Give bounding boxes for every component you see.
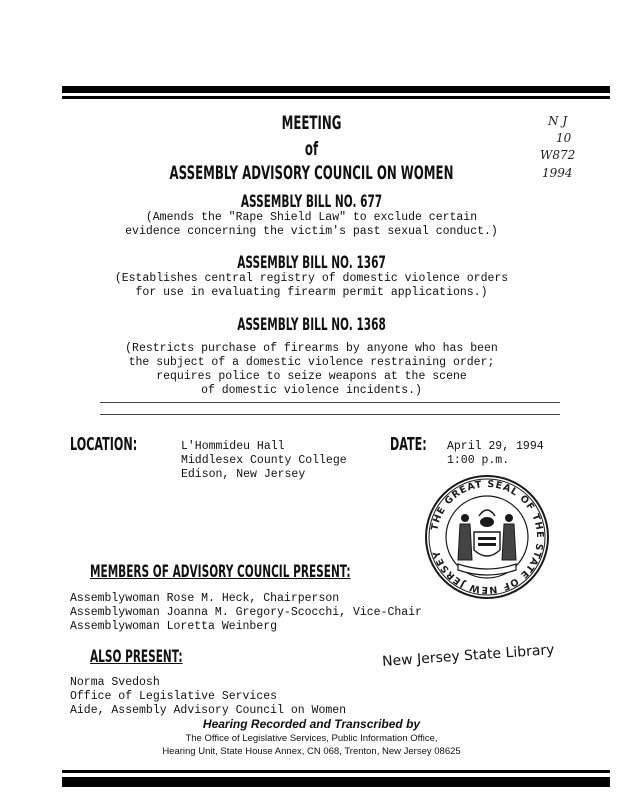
member-line-3: Assemblywoman Loretta Weinberg: [70, 620, 278, 633]
members-heading: MEMBERS OF ADVISORY COUNCIL PRESENT:: [90, 562, 351, 582]
meeting-title: MEETING: [281, 112, 342, 134]
location-line-2: Middlesex County College: [181, 454, 347, 467]
bill-1368-desc-3: requires police to seize weapons at the scene: [156, 370, 467, 383]
date-line-1: April 29, 1994: [447, 440, 544, 453]
footer-address: Hearing Unit, State House Annex, CN 068, Trenton, New Jersey 08625: [162, 746, 461, 757]
location-label: LOCATION:: [70, 434, 138, 455]
divider-1: [100, 402, 560, 403]
also-line-3: Aide, Assembly Advisory Council on Women: [70, 704, 347, 717]
bill-1367-desc-1: (Establishes central registry of domestic violence orders: [114, 272, 509, 285]
also-line-2: Office of Legislative Services: [70, 690, 278, 703]
bill-1368-title: ASSEMBLY BILL NO. 1368: [237, 315, 386, 335]
handwritten-mark-4: 1994: [542, 166, 573, 180]
date-line-2: 1:00 p.m.: [447, 454, 510, 467]
top-rule-thin: [62, 96, 610, 99]
bill-1368-desc-1: (Restricts purchase of firearms by anyone who has been: [125, 342, 498, 355]
state-seal: [424, 474, 550, 600]
bill-1368-desc-4: of domestic violence incidents.): [201, 384, 422, 397]
location-line-3: Edison, New Jersey: [181, 468, 306, 481]
top-rule-thick: [62, 86, 610, 93]
footer-transcribed: Hearing Recorded and Transcribed by: [202, 717, 421, 731]
seal-outer-text: THE GREAT SEAL OF THE STATE OF NEW JERSEY: [429, 478, 546, 596]
also-line-1: Norma Svedosh: [70, 676, 160, 689]
bill-1368-desc-2: the subject of a domestic violence restraining order;: [128, 356, 495, 369]
handwritten-mark-3: W872: [540, 148, 576, 162]
meeting-of: of: [304, 138, 319, 160]
bill-677-title: ASSEMBLY BILL NO. 677: [240, 192, 383, 212]
member-line-1: Assemblywoman Rose M. Heck, Chairperson: [70, 592, 340, 605]
council-name: ASSEMBLY ADVISORY COUNCIL ON WOMEN: [169, 162, 454, 184]
location-line-1: L'Hommideu Hall: [181, 440, 285, 453]
library-stamp: New Jersey State Library: [381, 641, 555, 671]
handwritten-mark-2: 10: [556, 131, 572, 145]
footer-office: The Office of Legislative Services, Public Information Office,: [185, 733, 438, 744]
bottom-rule-thin: [62, 770, 610, 773]
member-line-2: Assemblywoman Joanna M. Gregory-Scocchi, Vice-Chair: [70, 606, 422, 619]
date-label: DATE:: [390, 434, 427, 455]
bill-677-desc-1: (Amends the "Rape Shield Law" to exclude certain: [145, 211, 478, 224]
bottom-rule-thick: [62, 777, 610, 787]
bill-1367-title: ASSEMBLY BILL NO. 1367: [237, 253, 386, 273]
bill-1367-desc-2: for use in evaluating firearm permit applications.): [135, 286, 488, 299]
divider-2: [100, 414, 560, 415]
also-present-heading: ALSO PRESENT:: [90, 647, 183, 667]
handwritten-mark-1: N J: [548, 114, 568, 128]
bill-677-desc-2: evidence concerning the victim's past sexual conduct.): [125, 225, 498, 238]
